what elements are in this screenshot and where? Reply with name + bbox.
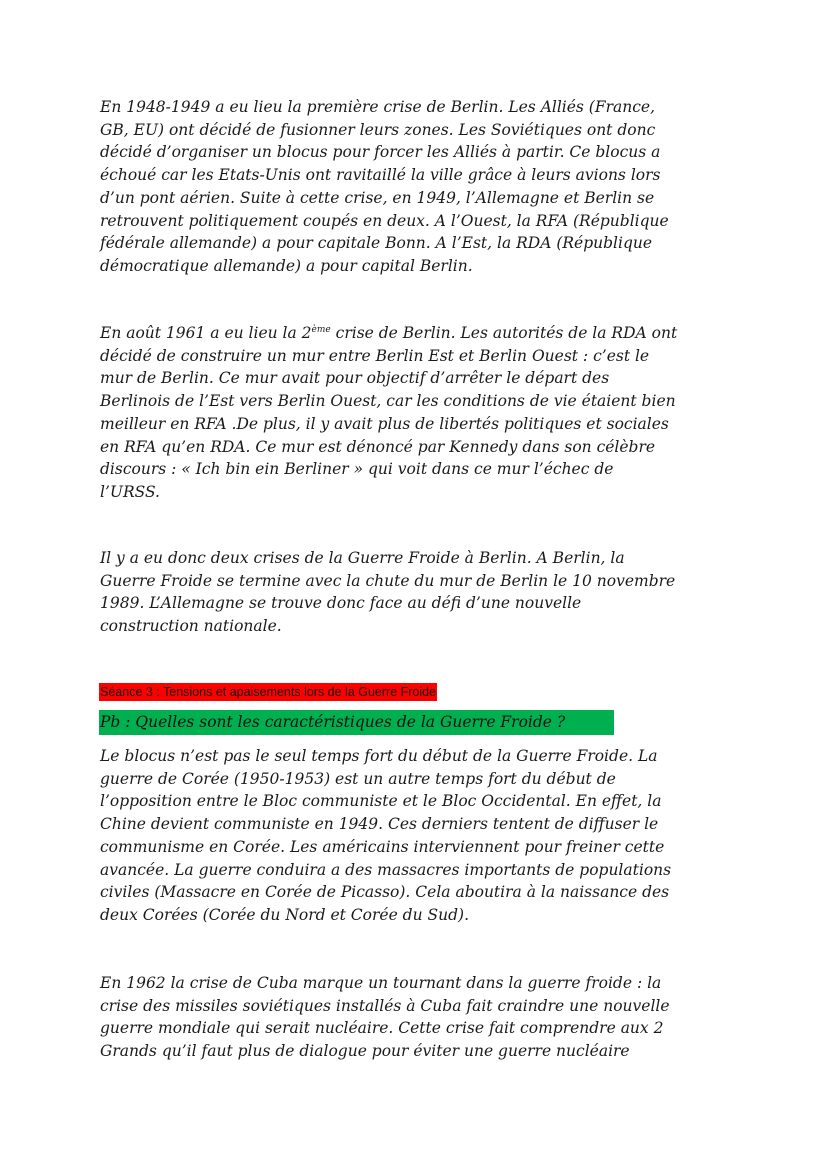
text-line: Il y a eu donc deux crises de la Guerre Froide à Berlin. A Berlin, la (100, 549, 625, 567)
text-line: guerre de Corée (1950-1953) est un autre temps fort du début de (100, 769, 616, 788)
text-line: échoué car les Etats-Unis ont ravitaillé la ville grâce à leurs avions lors (100, 166, 661, 185)
text-line: Chine devient communiste en 1949. Ces derniers tentent de diffuser le (100, 815, 659, 834)
text-line: En 1948-1949 a eu lieu la première crise de Berlin. Les Alliés (France, (100, 98, 656, 116)
text-line: décidé de construire un mur entre Berlin Est et Berlin Ouest : c’est le (100, 346, 650, 365)
text-fragment: crise de Berlin. Les autorités de la RDA ont (330, 324, 678, 342)
text-line: meilleur en RFA .De plus, il y avait plus de libertés politiques et sociales (100, 414, 669, 433)
text-fragment: En août 1961 a eu lieu la 2 (100, 324, 312, 342)
ordinal-superscript: ème (311, 325, 331, 335)
text-line: retrouvent politiquement coupés en deux. A l’Ouest, la RFA (République (100, 211, 669, 230)
paragraph-korean-war (100, 745, 740, 927)
paragraph-first-berlin-crisis (100, 96, 740, 278)
text-line: mur de Berlin. Ce mur avait pour objectif d’arrêter le départ des (100, 369, 610, 388)
text-line: l’URSS. (100, 482, 160, 501)
text-line: civiles (Massacre en Corée de Picasso). Cela aboutira à la naissance des (100, 883, 670, 902)
text-line: démocratique allemande) a pour capital Berlin. (100, 256, 473, 275)
text-line: GB, EU) ont décidé de fusionner leurs zones. Les Soviétiques ont donc (100, 120, 656, 139)
text-line: d’un pont aérien. Suite à cette crise, en 1949, l’Allemagne et Berlin se (100, 188, 655, 207)
text-line: Guerre Froide se termine avec la chute du mur de Berlin le 10 novembre (100, 571, 676, 590)
paragraph-second-berlin-crisis (100, 322, 740, 504)
paragraph-berlin-conclusion (100, 547, 740, 638)
text-line: deux Corées (Corée du Nord et Corée du Sud). (100, 905, 470, 924)
text-line: avancée. La guerre conduira a des massacres importants de populations (100, 860, 672, 879)
problem-heading: Pb : Quelles sont les caractéristiques de la Guerre Froide ? (99, 710, 614, 735)
text-line: En 1962 la crise de Cuba marque un tournant dans la guerre froide : la (100, 974, 662, 992)
text-line: fédérale allemande) a pour capitale Bonn. A l’Est, la RDA (République (100, 234, 653, 253)
text-line: décidé d’organiser un blocus pour forcer les Alliés à partir. Ce blocus a (100, 143, 661, 162)
text-line: Le blocus n’est pas le seul temps fort du début de la Guerre Froide. La (100, 747, 658, 765)
text-line (100, 322, 740, 345)
text-line: 1989. L’Allemagne se trouve donc face au défi d’une nouvelle (100, 594, 582, 613)
text-line: crise des missiles soviétiques installés à Cuba fait craindre une nouvelle (100, 996, 670, 1015)
text-line: guerre mondiale qui serait nucléaire. Cette crise fait comprendre aux 2 (100, 1019, 664, 1038)
text-line: communisme en Corée. Les américains interviennent pour freiner cette (100, 837, 665, 856)
section-heading: Séance 3 : Tensions et apaisements lors de la Guerre Froide (100, 685, 437, 699)
text-line: l’opposition entre le Bloc communiste et le Bloc Occidental. En effet, la (100, 792, 662, 811)
text-line: en RFA qu’en RDA. Ce mur est dénoncé par Kennedy dans son célèbre (100, 437, 656, 456)
text-line: construction nationale. (100, 617, 282, 636)
paragraph-cuba-crisis (100, 972, 740, 1063)
text-line: Berlinois de l’Est vers Berlin Ouest, car les conditions de vie étaient bien (100, 392, 676, 411)
text-line: Grands qu’il faut plus de dialogue pour éviter une guerre nucléaire (100, 1042, 630, 1061)
text-line: discours : « Ich bin ein Berliner » qui voit dans ce mur l’échec de (100, 460, 614, 479)
